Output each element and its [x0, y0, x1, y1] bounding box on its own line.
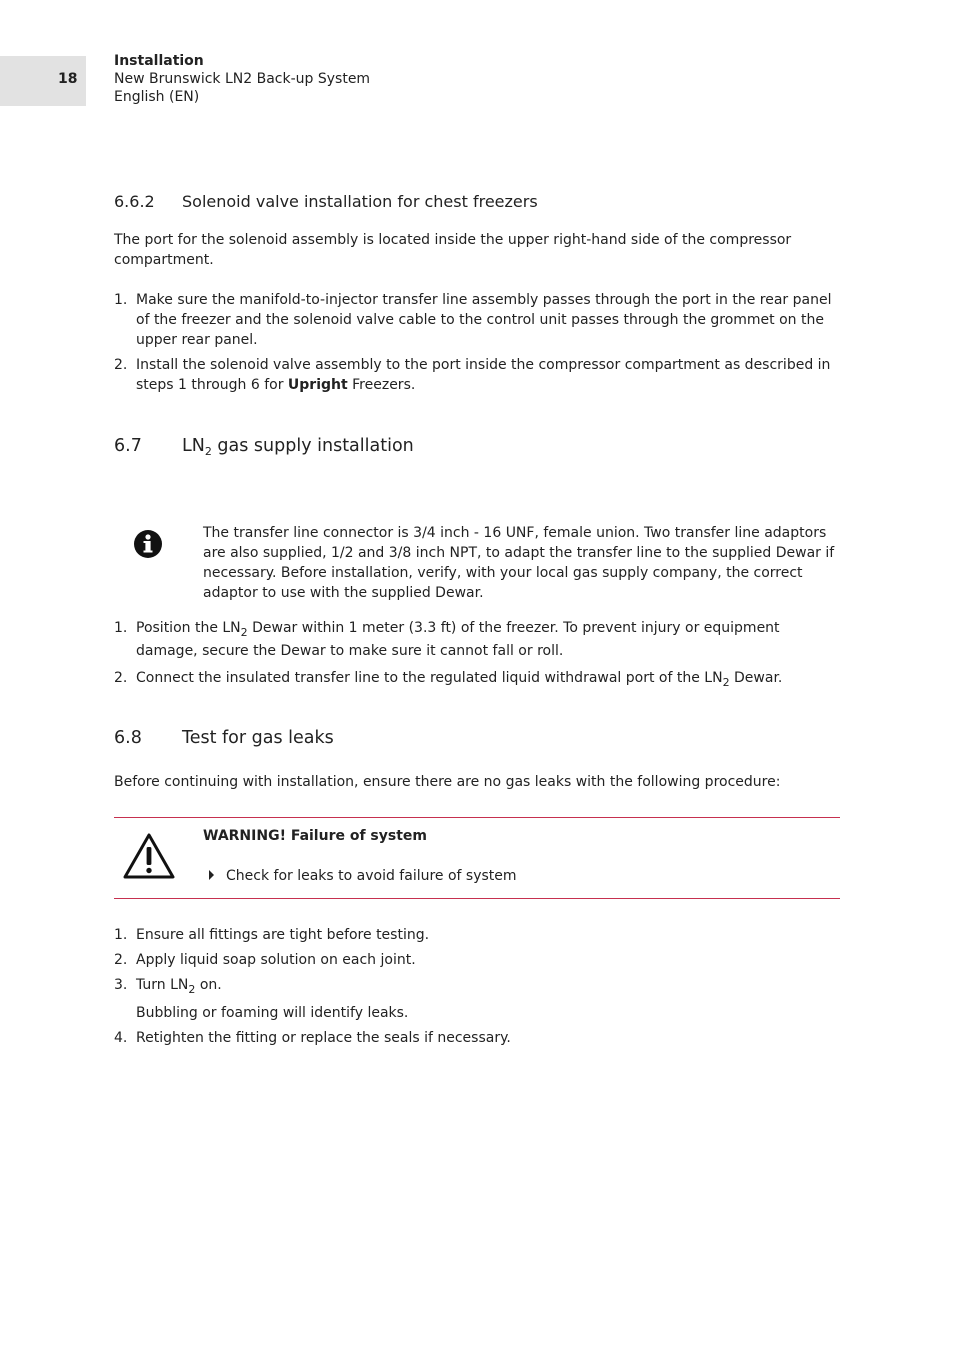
info-icon — [133, 529, 163, 559]
note-text: The transfer line connector is 3/4 inch - 16 UNF, female union. Two transfer line adaptors are also supplied, 1/2 and 3/8 inch NPT, to adapt the transfer line to the supplied Dewar if necessary. Before installation, verify, with your local gas supply company, the correct adaptor to use with the supplied Dewar. — [203, 525, 835, 601]
emphasis-upright: Upright — [287, 377, 348, 393]
page-number: 18 — [58, 71, 78, 87]
list-item: 4. Retighten the fitting or replace the seals if necessary. — [114, 1030, 511, 1046]
list-item: 1. Position the $LN_2$ Dewar within 1 meter (3.3 ft) of the freezer. To prevent injury or equipment damage, secure the Dewar to make sure it cannot fall or roll. — [114, 620, 780, 659]
warning-box — [114, 817, 840, 899]
steps-6-7 — [114, 617, 840, 693]
warning-item: Check for leaks to avoid failure of system — [203, 868, 517, 884]
list-item: 2. Install the solenoid valve assembly to the port inside the compressor compartment as described in steps 1 through 6 for Upright Freezers. — [114, 357, 831, 393]
steps-6-6-2 — [114, 290, 840, 400]
warning-title: WARNING! Failure of system — [203, 828, 427, 844]
triangle-right-icon — [209, 870, 214, 880]
running-header — [114, 52, 370, 106]
heading-title: $LN_2$ gas supply installation — [182, 436, 414, 458]
header-product: New Brunswick LN2 Back-up System — [114, 71, 371, 87]
header-section: Installation — [114, 53, 204, 69]
list-item: 2. Connect the insulated transfer line to the regulated liquid withdrawal port of the $LN_2$ Dewar. — [114, 670, 783, 689]
paragraph-6-8-intro: Before continuing with installation, ensure there are no gas leaks with the following procedure: — [114, 774, 781, 790]
info-note — [114, 520, 840, 606]
step-result: Bubbling or foaming will identify leaks. — [136, 1005, 409, 1021]
heading-title: Test for gas leaks — [182, 728, 334, 748]
warning-triangle-icon — [122, 832, 176, 880]
list-item: 1. Ensure all fittings are tight before testing. — [114, 927, 430, 943]
heading-number: 6.6.2 — [114, 192, 155, 211]
heading-title: Solenoid valve installation for chest freezers — [182, 192, 538, 211]
list-item: 3. Turn $LN_2$ on. Bubbling or foaming will identify leaks. — [114, 975, 840, 1023]
steps-6-8 — [114, 925, 840, 1053]
heading-number: 6.7 — [114, 436, 142, 456]
list-item: 2. Apply liquid soap solution on each joint. — [114, 952, 416, 968]
header-language: English (EN) — [114, 89, 200, 105]
paragraph-6-6-2-intro: The port for the solenoid assembly is located inside the upper right-hand side of the compressor compartment. — [114, 232, 792, 268]
list-item: 1. Make sure the manifold-to-injector transfer line assembly passes through the port in the rear panel of the freezer and the solenoid valve cable to the control unit passes through the grommet on the upper rear panel. — [114, 292, 832, 348]
heading-number: 6.8 — [114, 728, 142, 748]
